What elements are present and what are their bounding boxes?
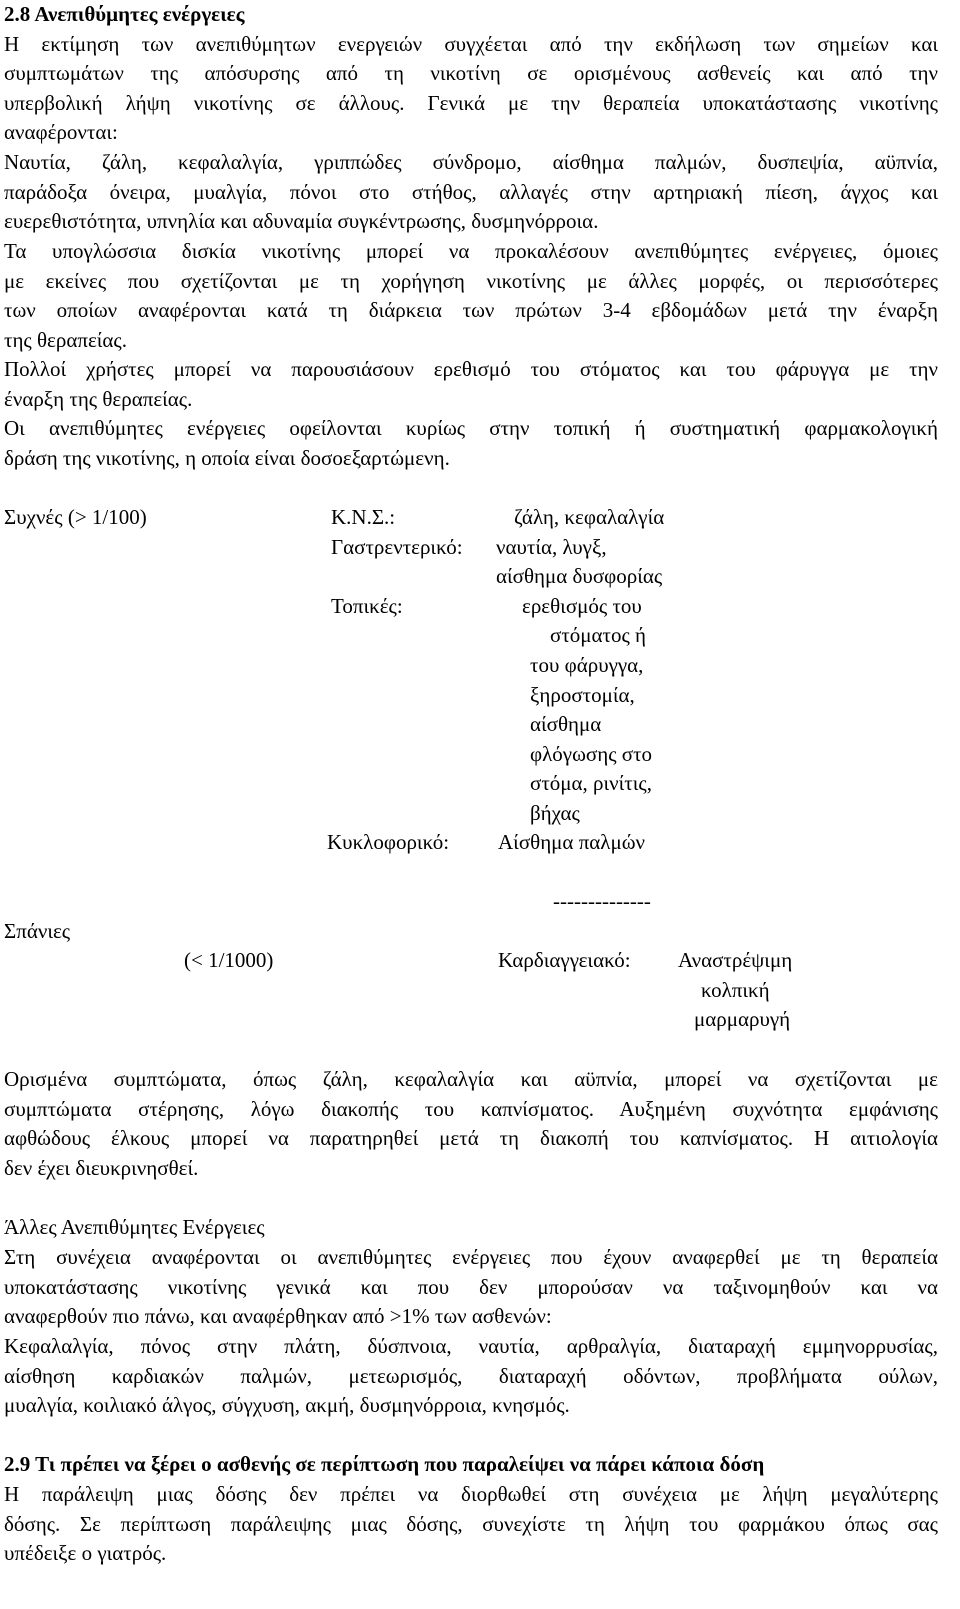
section-2-9-heading: 2.9 Τι πρέπει να ξέρει ο ασθενής σε περίπτωση που παραλείψει να πάρει κάποια δόση <box>4 1452 765 1476</box>
symptoms-paragraph <box>4 148 938 237</box>
section-2-8-heading: 2.8 Ανεπιθύμητες ενέργειες <box>4 2 245 26</box>
text-line: μυαλγία, κοιλιακό άλγος, σύγχυση, ακμή, δυσμηνόρροια, κνησμός. <box>4 1393 570 1418</box>
text-line: των οποίων αναφέρονται κατά τη διάρκεια των πρώτων 3-4 εβδομάδων μετά την έναρξη <box>4 298 938 323</box>
other-effects-title: Άλλες Ανεπιθύμητες Ενέργειες <box>4 1215 265 1239</box>
text-line: αφθώδους έλκους μπορεί να παρατηρηθεί μετά τη διακοπή του καπνίσματος. Η αιτιολογία <box>4 1126 938 1151</box>
text-line: παράδοξα όνειρα, μυαλγία, πόνοι στο στήθος, αλλαγές στην αρτηριακή πίεση, άγχος και <box>4 179 938 204</box>
cardiovascular-value: Αναστρέψιμη <box>678 948 793 972</box>
text-line: συμπτωμάτων της απόσυρσης από τη νικοτίνη σε ορισμένους ασθενείς και από την <box>4 61 938 86</box>
text-line: αναφέρονται: <box>4 120 118 145</box>
text-line: Τα υπογλώσσια δισκία νικοτίνης μπορεί να προκαλέσουν ανεπιθύμητες ενέργειες, όμοιες <box>4 239 938 263</box>
text-line: αίσθηση καρδιακών παλμών, μετεωρισμός, διαταραχή οδόντων, προβλήματα ούλων, <box>4 1363 938 1388</box>
text-line: με εκείνες που σχετίζονται με τη χορήγηση νικοτίνης με άλλες μορφές, οι περισσότερες <box>4 268 938 293</box>
local-value: φλόγωσης στο <box>530 742 653 766</box>
text-line: υπέδειξε ο γιατρός. <box>4 1541 167 1566</box>
other-effects-intro <box>4 1243 938 1332</box>
text-line: Ναυτία, ζάλη, κεφαλαλγία, γριππώδες σύνδρομο, αίσθημα παλμών, δυσπεψία, αϋπνία, <box>4 150 938 174</box>
text-line: Κεφαλαλγία, πόνος στην πλάτη, δύσπνοια, ναυτία, αρθραλγία, διαταραχή εμμηνορρυσίας, <box>4 1334 938 1358</box>
text-line: δόσης. Σε περίπτωση παράλειψης μιας δόσης, συνεχίστε τη λήψη του φαρμάκου όπως σας <box>4 1511 938 1536</box>
text-line: υποκατάστασης νικοτίνης γενικά και που δεν μπορούσαν να ταξινομηθούν και να <box>4 1274 938 1299</box>
local-value: βήχας <box>530 801 580 825</box>
text-line: Ορισμένα συμπτώματα, όπως ζάλη, κεφαλαλγία και αϋπνία, μπορεί να σχετίζονται με <box>4 1067 938 1091</box>
local-value: ερεθισμός του <box>522 594 642 618</box>
text-line: έναρξη της θεραπείας. <box>4 386 193 411</box>
text-line: δεν έχει διευκρινησθεί. <box>4 1155 199 1180</box>
text-line: Πολλοί χρήστες μπορεί να παρουσιάσουν ερεθισμό του στόματος και του φάρυγγα με την <box>4 357 938 381</box>
text-line: δράση της νικοτίνης, η οποία είναι δοσοεξαρτώμενη. <box>4 445 450 470</box>
missed-dose-paragraph <box>4 1480 938 1569</box>
text-line: συμπτώματα στέρησης, λόγω διακοπής του καπνίσματος. Αυξημένη συχνότητα εμφάνισης <box>4 1096 938 1121</box>
text-line: Η παράλειψη μιας δόσης δεν πρέπει να διορθωθεί στη συνέχεια με λήψη μεγαλύτερης <box>4 1482 938 1506</box>
cns-label: Κ.Ν.Σ.: <box>331 505 396 529</box>
gi-value: αίσθημα δυσφορίας <box>496 564 663 588</box>
other-effects-list <box>4 1332 938 1421</box>
local-value: στόμα, ρινίτις, <box>530 771 652 795</box>
local-label: Τοπικές: <box>331 594 403 618</box>
cns-value: ζάλη, κεφαλαλγία <box>514 505 665 529</box>
separator-dashes: -------------- <box>553 889 651 913</box>
gi-value: ναυτία, λυγξ, <box>496 535 607 559</box>
text-line: ευερεθιστότητα, υπνηλία και αδυναμία συγκέντρωσης, δυσμηνόρροια. <box>4 209 599 234</box>
cardiovascular-label: Καρδιαγγειακό: <box>498 948 631 972</box>
gi-label: Γαστρεντερικό: <box>331 535 463 559</box>
text-line: Στη συνέχεια αναφέρονται οι ανεπιθύμητες ενέργειες που έχουν αναφερθεί με τη θεραπεία <box>4 1245 938 1269</box>
dose-dependence-paragraph <box>4 414 938 473</box>
withdrawal-paragraph <box>4 1065 938 1183</box>
common-frequency-label: Συχνές (> 1/100) <box>4 505 147 529</box>
circulatory-value: Αίσθημα παλμών <box>498 830 646 854</box>
rare-frequency-label: Σπάνιες <box>4 919 71 943</box>
intro-paragraph <box>4 30 938 148</box>
local-value: του φάρυγγα, <box>530 653 644 677</box>
irritation-paragraph <box>4 355 938 414</box>
text-line: Η εκτίμηση των ανεπιθύμητων ενεργειών συγχέεται από την εκδήλωση των σημείων και <box>4 31 938 56</box>
text-line: υπερβολική λήψη νικοτίνης σε άλλους. Γενικά με την θεραπεία υποκατάστασης νικοτίνης <box>4 90 938 115</box>
local-value: αίσθημα <box>530 712 602 736</box>
rare-frequency-value: (< 1/1000) <box>184 948 274 972</box>
text-line: Οι ανεπιθύμητες ενέργειες οφείλονται κυρίως στην τοπική ή συστηματική φαρμακολογική <box>4 416 938 440</box>
cardiovascular-value: μαρμαρυγή <box>694 1007 791 1031</box>
local-value: ξηροστομία, <box>530 683 635 707</box>
cardiovascular-value: κολπική <box>701 978 770 1002</box>
text-line: της θεραπείας. <box>4 327 127 352</box>
circulatory-label: Κυκλοφορικό: <box>327 830 450 854</box>
text-line: αναφερθούν πιο πάνω, και αναφέρθηκαν από >1% των ασθενών: <box>4 1304 552 1329</box>
sublingual-paragraph <box>4 237 938 355</box>
local-value: στόματος ή <box>550 623 647 647</box>
